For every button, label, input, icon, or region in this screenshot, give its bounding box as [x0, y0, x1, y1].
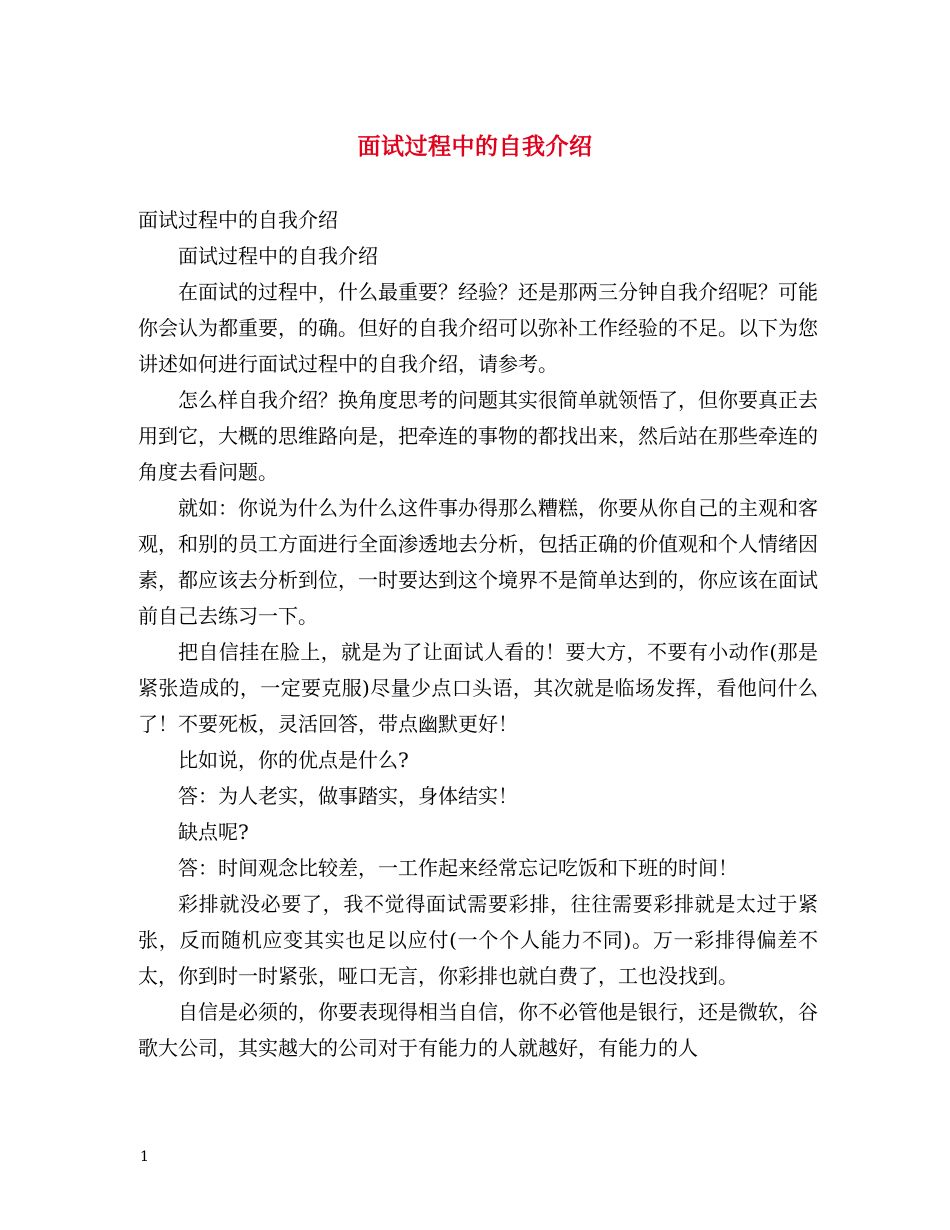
- document-body: [138, 202, 818, 1066]
- body-paragraph: 答：为人老实，做事踏实，身体结实！: [178, 784, 518, 808]
- body-paragraph: 在面试的过程中，什么最重要？经验？还是那两三分钟自我介绍呢？可能你会认为都重要，的确。但好的自我介绍可以弥补工作经验的不足。以下为您讲述如何进行面试过程中的自我介绍，请参考。: [138, 280, 818, 376]
- body-paragraph: 怎么样自我介绍？换角度思考的问题其实很简单就领悟了，但你要真正去用到它，大概的思维路向是，把牵连的事物的都找出来，然后站在那些牵连的角度去看问题。: [138, 388, 818, 484]
- body-paragraph: 彩排就没必要了，我不觉得面试需要彩排，往往需要彩排就是太过于紧张，反而随机应变其实也足以应付(一个个人能力不同)。万一彩排得偏差不太，你到时一时紧张，哑口无言，你彩排也就白费了，工也没找到。: [138, 892, 818, 988]
- body-paragraph: 答：时间观念比较差，一工作起来经常忘记吃饭和下班的时间！: [178, 856, 738, 880]
- document-title: 面试过程中的自我介绍: [357, 133, 593, 160]
- body-paragraph: 比如说，你的优点是什么?: [178, 748, 409, 772]
- body-paragraph: 把自信挂在脸上，就是为了让面试人看的！要大方，不要有小动作(那是紧张造成的，一定要克服)尽量少点口头语，其次就是临场发挥，看他问什么了！不要死板，灵活回答，带点幽默更好！: [138, 640, 818, 736]
- body-paragraph: 就如：你说为什么为什么这件事办得那么糟糕，你要从你自己的主观和客观，和别的员工方面进行全面渗透地去分析，包括正确的价值观和个人情绪因素，都应该去分析到位，一时要达到这个境界不是简单达到的，你应该在面试前自己去练习一下。: [138, 496, 818, 628]
- body-paragraph: 自信是必须的，你要表现得相当自信，你不必管他是银行，还是微软，谷歌大公司，其实越大的公司对于有能力的人就越好，有能力的人: [138, 1000, 818, 1060]
- page-number: 1: [140, 1149, 149, 1165]
- body-paragraph: 面试过程中的自我介绍: [178, 244, 378, 268]
- body-paragraph: 缺点呢?: [178, 820, 249, 844]
- body-paragraph: 面试过程中的自我介绍: [138, 208, 338, 232]
